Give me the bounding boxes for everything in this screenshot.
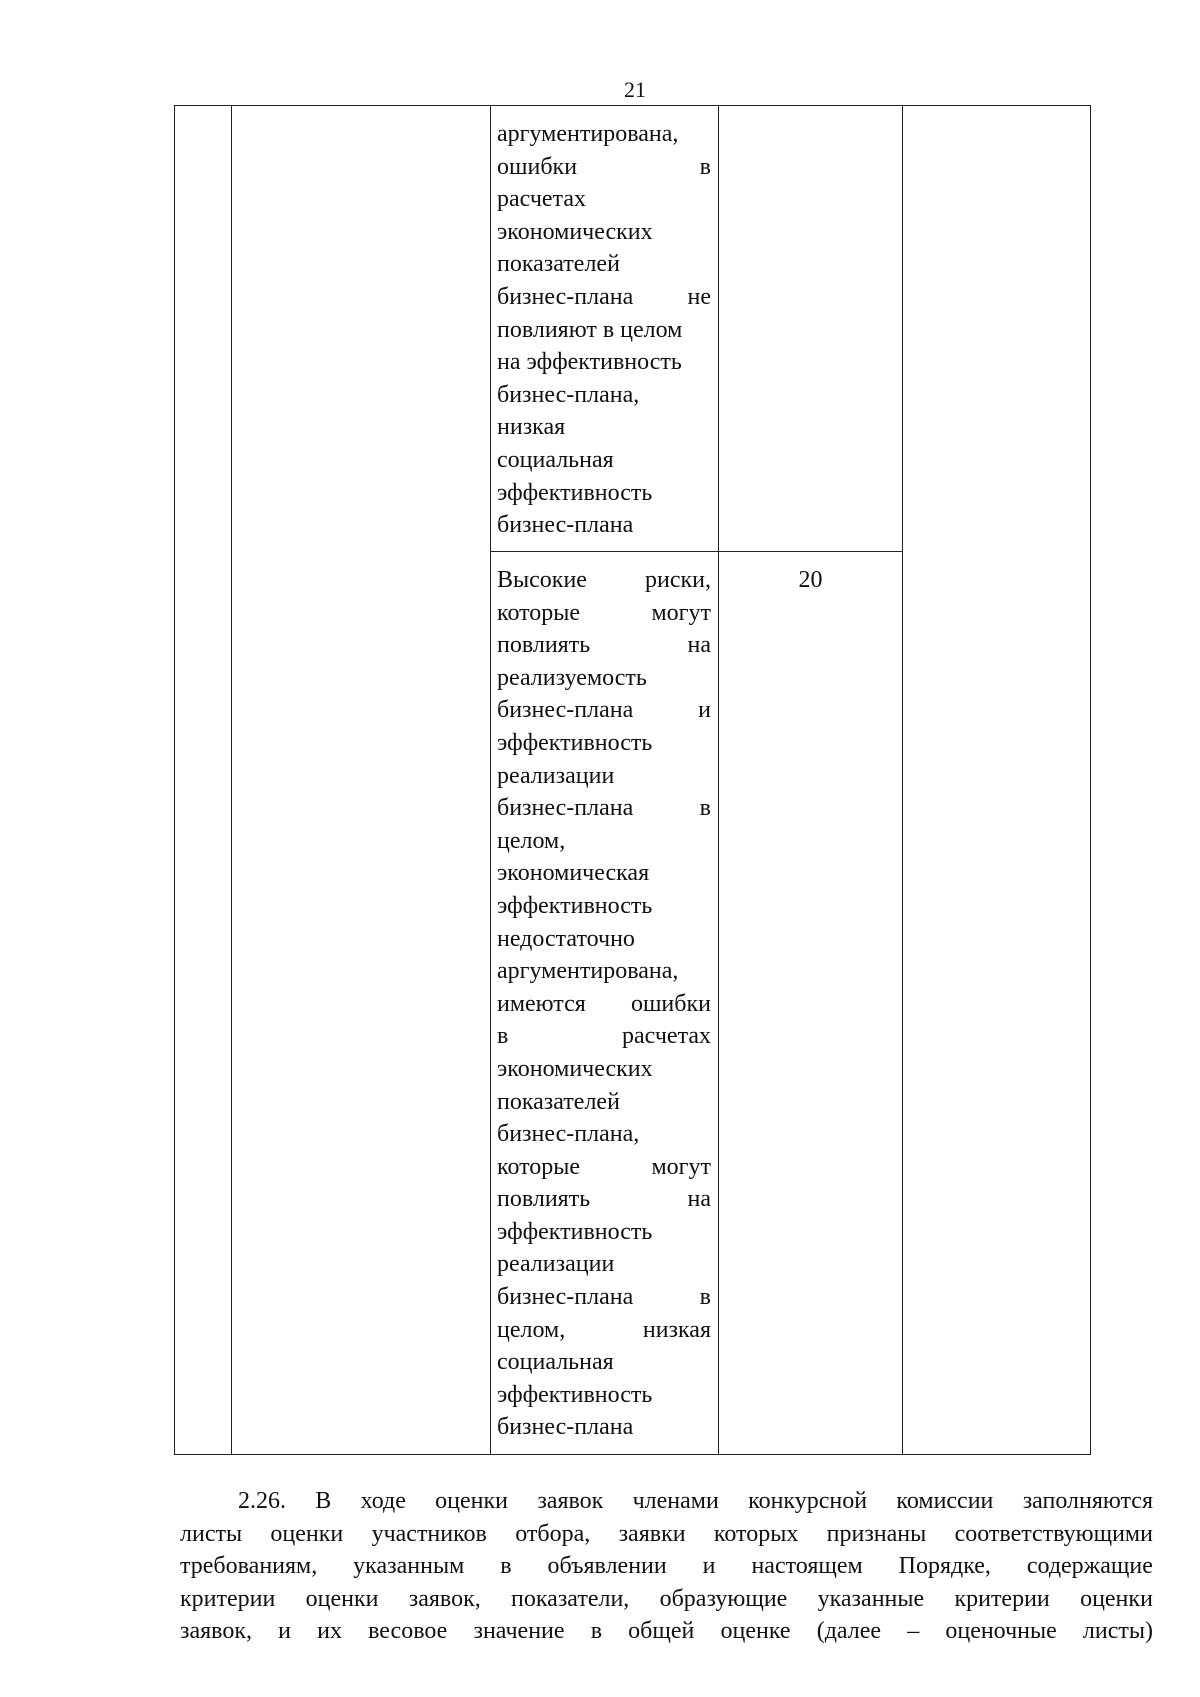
description-line bbox=[497, 1020, 711, 1053]
body-paragraph bbox=[180, 1485, 1153, 1648]
paragraph-line bbox=[180, 1550, 1153, 1583]
word: расчетах bbox=[497, 186, 586, 213]
description-line bbox=[497, 118, 711, 151]
description-line bbox=[497, 151, 711, 184]
word: образующие bbox=[659, 1585, 788, 1612]
description-line bbox=[497, 346, 711, 379]
word: повлиять bbox=[497, 1186, 591, 1213]
table-cell-description bbox=[491, 552, 719, 1455]
word: которых bbox=[713, 1520, 799, 1547]
word: повлиять bbox=[497, 632, 591, 659]
word: которые bbox=[497, 599, 581, 626]
word: оценочные bbox=[945, 1618, 1057, 1645]
word: реализации bbox=[497, 762, 615, 789]
table-cell-criterion bbox=[232, 106, 491, 1455]
word: риски, bbox=[645, 567, 711, 593]
word: соответствующими bbox=[954, 1520, 1153, 1547]
word: расчетах bbox=[622, 1023, 711, 1050]
description-line bbox=[497, 281, 711, 314]
word: на bbox=[687, 632, 711, 659]
word: и bbox=[698, 697, 711, 724]
word: В bbox=[315, 1488, 332, 1514]
word: в bbox=[590, 1618, 603, 1645]
description-line bbox=[497, 988, 711, 1021]
description-line bbox=[497, 444, 711, 477]
description-line bbox=[497, 216, 711, 249]
word: могут bbox=[651, 1153, 711, 1180]
word: в bbox=[699, 1284, 711, 1311]
word: бизнес-плана bbox=[497, 512, 634, 539]
word: экономических bbox=[497, 218, 653, 245]
word: оценки bbox=[1080, 1585, 1153, 1612]
description-line bbox=[497, 1248, 711, 1281]
description-line bbox=[497, 825, 711, 858]
word: в bbox=[497, 1023, 509, 1050]
criteria-table bbox=[174, 105, 1091, 1455]
description-line bbox=[497, 1379, 711, 1412]
description-line bbox=[497, 1118, 711, 1151]
word: их bbox=[317, 1618, 342, 1645]
word: реализуемость bbox=[497, 664, 647, 691]
word: заявок bbox=[537, 1488, 604, 1514]
word: бизнес-плана, bbox=[497, 1121, 640, 1148]
description-line bbox=[497, 1314, 711, 1347]
word: реализации bbox=[497, 1251, 615, 1278]
word: Порядке, bbox=[898, 1553, 991, 1580]
word: указанным bbox=[353, 1553, 465, 1580]
word: (далее bbox=[816, 1618, 882, 1645]
description-line bbox=[497, 1411, 711, 1444]
description-line bbox=[497, 694, 711, 727]
word: весовое bbox=[368, 1618, 448, 1645]
word: ходе bbox=[360, 1488, 406, 1514]
word: эффективность bbox=[497, 729, 653, 756]
word: – bbox=[907, 1618, 920, 1645]
description-line bbox=[497, 1346, 711, 1379]
word: значение bbox=[473, 1618, 565, 1645]
word: на bbox=[687, 1186, 711, 1213]
description-line bbox=[497, 1086, 711, 1119]
table-cell-note bbox=[903, 106, 1091, 1455]
word: недостаточно bbox=[497, 925, 635, 952]
word: членами bbox=[632, 1488, 719, 1514]
word: и bbox=[278, 1618, 291, 1645]
description-line bbox=[497, 890, 711, 923]
table-row bbox=[175, 106, 1091, 552]
word: заявок, bbox=[180, 1618, 252, 1645]
word: повлияют в целом bbox=[497, 316, 683, 343]
word: показателей bbox=[497, 1088, 620, 1115]
description-line bbox=[497, 923, 711, 956]
word: ошибки bbox=[497, 153, 578, 180]
word: настоящем bbox=[751, 1553, 863, 1580]
word: бизнес-плана, bbox=[497, 381, 640, 408]
description-line bbox=[497, 662, 711, 695]
word: целом, bbox=[497, 827, 566, 854]
word: указанные bbox=[817, 1585, 925, 1612]
word: показателей bbox=[497, 251, 620, 278]
description-line bbox=[497, 760, 711, 793]
word: в bbox=[500, 1553, 512, 1580]
word: низкая bbox=[642, 1316, 711, 1343]
word: аргументирована, bbox=[497, 121, 679, 147]
description-line bbox=[497, 727, 711, 760]
description-line bbox=[497, 1053, 711, 1086]
word: не bbox=[687, 283, 711, 310]
word: оценки bbox=[270, 1520, 344, 1547]
word: заполняются bbox=[1022, 1488, 1153, 1514]
description-line bbox=[497, 792, 711, 825]
description-line bbox=[497, 629, 711, 662]
word: которые bbox=[497, 1153, 581, 1180]
description-line bbox=[497, 857, 711, 890]
word: на эффективность bbox=[497, 349, 682, 376]
word: эффективность bbox=[497, 1218, 653, 1245]
description-line bbox=[497, 379, 711, 412]
description-line bbox=[497, 314, 711, 347]
table-cell-description bbox=[491, 106, 719, 552]
description-line bbox=[497, 1151, 711, 1184]
word: требованиям, bbox=[180, 1553, 318, 1580]
word: листы) bbox=[1082, 1618, 1153, 1645]
word: участников bbox=[371, 1520, 487, 1547]
word: эффективность bbox=[497, 479, 653, 506]
word: социальная bbox=[497, 1349, 614, 1376]
word: оценки bbox=[435, 1488, 509, 1514]
description-line bbox=[497, 597, 711, 630]
description-line bbox=[497, 1281, 711, 1314]
word: критерии bbox=[954, 1585, 1050, 1612]
word: в bbox=[699, 795, 711, 822]
description-line bbox=[497, 1216, 711, 1249]
word: бизнес-плана bbox=[497, 1284, 634, 1311]
word: показатели, bbox=[511, 1585, 630, 1612]
word: целом, bbox=[497, 1316, 566, 1343]
description-line bbox=[497, 411, 711, 444]
word: социальная bbox=[497, 446, 614, 473]
word: критерии bbox=[180, 1585, 276, 1612]
paragraph-line bbox=[180, 1485, 1153, 1518]
description-line bbox=[497, 248, 711, 281]
paragraph-line bbox=[180, 1615, 1153, 1648]
word: отбора, bbox=[515, 1520, 591, 1547]
word: аргументирована, bbox=[497, 958, 679, 985]
description-line bbox=[497, 564, 711, 597]
word: ошибки bbox=[630, 990, 711, 1017]
word: имеются bbox=[497, 990, 586, 1017]
word: эффективность bbox=[497, 892, 653, 919]
paragraph-line bbox=[180, 1518, 1153, 1551]
word: в bbox=[699, 153, 711, 180]
word: эффективность bbox=[497, 1381, 653, 1408]
word: бизнес-плана bbox=[497, 795, 634, 822]
word: объявлении bbox=[547, 1553, 667, 1580]
word: экономическая bbox=[497, 860, 650, 887]
description-line bbox=[497, 183, 711, 216]
description-line bbox=[497, 955, 711, 988]
word: общей bbox=[628, 1618, 695, 1645]
word: оценки bbox=[305, 1585, 379, 1612]
word: экономических bbox=[497, 1055, 653, 1082]
word: бизнес-плана bbox=[497, 283, 634, 310]
word: заявок, bbox=[408, 1585, 481, 1612]
description-line bbox=[497, 477, 711, 510]
description-line bbox=[497, 1183, 711, 1216]
word: низкая bbox=[497, 414, 566, 441]
word: содержащие bbox=[1026, 1553, 1153, 1580]
word: заявки bbox=[618, 1520, 686, 1547]
word: бизнес-плана bbox=[497, 1414, 634, 1441]
word: признаны bbox=[826, 1520, 927, 1547]
word: бизнес-плана bbox=[497, 697, 634, 724]
word: конкурсной bbox=[748, 1488, 868, 1514]
word: листы bbox=[180, 1520, 243, 1547]
table-cell-number bbox=[175, 106, 232, 1455]
page-number: 21 bbox=[624, 77, 646, 102]
word: могут bbox=[651, 599, 711, 626]
table-cell-score: 20 bbox=[719, 552, 903, 1455]
word: оценке bbox=[720, 1618, 791, 1645]
word: Высокие bbox=[497, 567, 587, 593]
word: и bbox=[702, 1553, 716, 1580]
word: комиссии bbox=[896, 1488, 994, 1514]
description-line bbox=[497, 509, 711, 542]
table-cell-score bbox=[719, 106, 903, 552]
word: 2.26. bbox=[238, 1488, 286, 1514]
paragraph-line bbox=[180, 1583, 1153, 1616]
